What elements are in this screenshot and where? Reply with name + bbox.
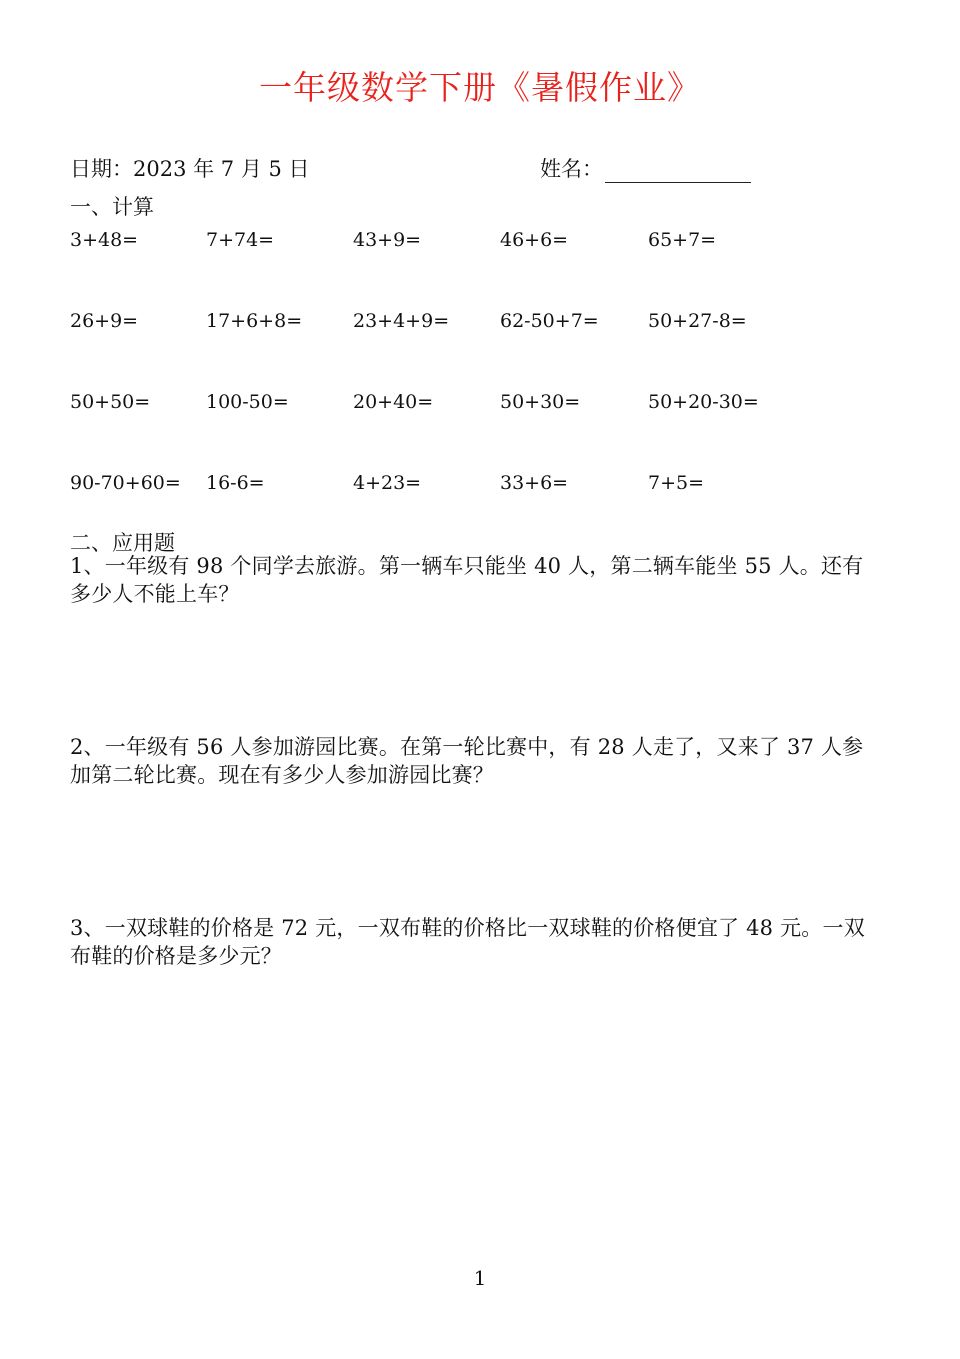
calc-row (70, 391, 810, 472)
calc-problem: 50+30= (500, 391, 581, 413)
page-number: 1 (473, 1266, 487, 1290)
calc-problem: 17+6+8= (206, 310, 303, 332)
calc-problem: 33+6= (500, 472, 569, 494)
word-problem-1 (70, 552, 895, 608)
calc-problem: 3+48= (70, 229, 139, 251)
calc-problem: 4+23= (353, 472, 422, 494)
calc-row (70, 472, 810, 553)
name-label: 姓名： (540, 157, 603, 181)
calc-problem: 7+5= (648, 472, 705, 494)
calc-section-heading: 一、计算 (70, 195, 154, 219)
calc-problem: 43+9= (353, 229, 422, 251)
header-info-row (70, 153, 890, 183)
word-problem-line: 加第二轮比赛。现在有多少人参加游园比赛？ (70, 763, 494, 787)
date-label: 日期：2023 年 7 月 5 日 (70, 157, 310, 181)
calc-row (70, 310, 810, 391)
word-section-heading: 二、应用题 (70, 531, 175, 555)
calc-problem: 100-50= (206, 391, 289, 413)
calc-problem: 7+74= (206, 229, 275, 251)
word-problem-line: 1、一年级有 98 个同学去旅游。第一辆车只能坐 40 人，第二辆车能坐 55 人。还有 (70, 554, 864, 578)
calc-problem: 23+4+9= (353, 310, 450, 332)
calc-problem: 65+7= (648, 229, 717, 251)
calc-problem: 62-50+7= (500, 310, 599, 332)
name-field (540, 153, 751, 183)
name-blank-line[interactable] (605, 160, 751, 183)
word-problem-line: 布鞋的价格是多少元？ (70, 944, 282, 968)
word-problem-line: 3、一双球鞋的价格是 72 元，一双布鞋的价格比一双球鞋的价格便宜了 48 元。一双 (70, 916, 865, 940)
calc-problem: 90-70+60= (70, 472, 181, 494)
page-title: 一年级数学下册《暑假作业》 (259, 68, 701, 107)
word-problem-2 (70, 733, 895, 789)
calc-grid (70, 229, 810, 553)
word-problem-line: 多少人不能上车？ (70, 582, 240, 606)
calc-problem: 20+40= (353, 391, 434, 413)
calc-problem: 46+6= (500, 229, 569, 251)
calc-problem: 50+20-30= (648, 391, 759, 413)
calc-row (70, 229, 810, 310)
word-problem-line: 2、一年级有 56 人参加游园比赛。在第一轮比赛中，有 28 人走了，又来了 37 人参 (70, 735, 864, 759)
calc-problem: 50+27-8= (648, 310, 747, 332)
calc-problem: 16-6= (206, 472, 265, 494)
calc-problem: 50+50= (70, 391, 151, 413)
calc-problem: 26+9= (70, 310, 139, 332)
word-problem-3 (70, 914, 895, 970)
